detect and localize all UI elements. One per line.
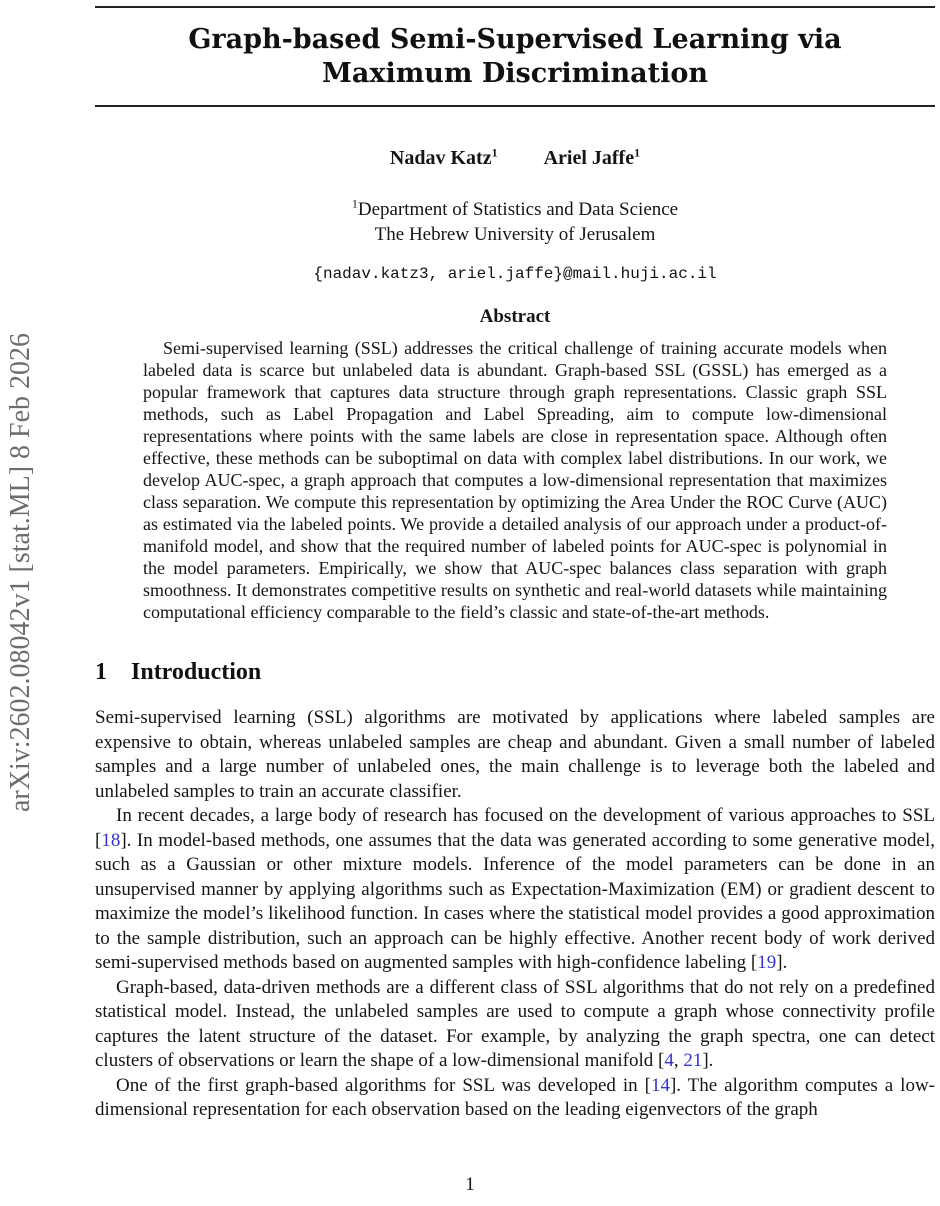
citation-link[interactable]: 14 [650, 1074, 670, 1096]
paragraph-text: Semi-supervised learning (SSL) algorithms are motivated by applications where labeled samples are expensive to obtain, whereas unlabeled samples are cheap and abundant. Given a small number of labeled samples and a large number of unlabeled ones, the main challenge is to leverage both the labeled and unlabeled samples to train an accurate classifier. [95, 707, 935, 802]
page-title: Graph-based Semi-Supervised Learning via Maximum Discrimination [188, 24, 842, 89]
affiliation-department [95, 197, 935, 222]
author-name-text: Nadav Katz [389, 147, 492, 169]
section-title: Introduction [131, 659, 262, 685]
title-rule-top [95, 6, 935, 8]
citation-link[interactable]: 19 [757, 952, 777, 973]
introduction-body [95, 706, 935, 1123]
paragraph-text: In recent decades, a large body of research has focused on the development of various approaches to SSL [ [95, 805, 935, 851]
paragraph-text: Graph-based, data-driven methods are a different class of SSL algorithms that do not rely on a predefined statistical model. Instead, the unlabeled samples are used to compute a graph whose connectivity profile captures the latent structure of the dataset. For example, by analyzing the graph spectra, one can detect clusters of observations or learn the shape of a low-dimensional manifold [ [95, 976, 935, 1071]
affiliation-mark: 1 [351, 196, 358, 211]
authors-row [95, 147, 935, 170]
section-number: 1 [95, 659, 107, 685]
abstract-heading: Abstract [479, 306, 551, 327]
abstract-text: Semi-supervised learning (SSL) addresses the critical challenge of training accurate models when labeled data is scarce but unlabeled data is abundant. Graph-based SSL (GSSL) has emerged as a popular framework that captures data structure through graph representations. Classic graph SSL methods, such as Label Propagation and Label Spreading, aim to compute low-dimensional representations where points with the same labels are close in representation space. Although often effective, these methods can be suboptimal on data with complex label distributions. In our work, we develop AUC-spec, a graph approach that computes a low-dimensional representation that maximizes class separation. We compute this representation by optimizing the Area Under the ROC Curve (AUC) as estimated via the labeled points. We provide a detailed analysis of our approach under a product-of-manifold model, and show that the required number of labeled points for AUC-spec is polynomial in the model parameters. Empirically, we show that AUC-spec balances class separation with graph smoothness. It demonstrates competitive results on synthetic and real-world datasets while maintaining computational efficiency comparable to the field’s classic and state-of-the-art methods. [143, 338, 887, 622]
title-rule-bottom [95, 105, 935, 107]
paragraph [95, 1074, 935, 1123]
author-affiliation-mark: 1 [491, 145, 498, 160]
citation-link[interactable]: 21 [683, 1050, 703, 1071]
paragraph-text: ]. [702, 1050, 714, 1071]
arxiv-watermark[interactable]: arXiv:2602.08042v1 [stat.ML] 8 Feb 2026 [5, 332, 36, 812]
author-affiliation-mark: 1 [634, 145, 641, 160]
author-name-text: Ariel Jaffe [543, 147, 635, 169]
paragraph [95, 804, 935, 976]
paragraph-text: ]. The algorithm computes a low-dimensional representation for each observation based on the leading eigenvectors of the graph [95, 1074, 935, 1120]
section-heading-introduction [95, 659, 935, 686]
paragraph [95, 976, 935, 1074]
affiliation-department-text: Department of Statistics and Data Science [357, 199, 679, 220]
author-name [390, 147, 498, 170]
paragraph-text: ]. [776, 952, 788, 973]
author-emails: {nadav.katz3, ariel.jaffe}@mail.huji.ac.il [313, 265, 717, 283]
page-number: 1 [465, 1174, 475, 1195]
paragraph [95, 706, 935, 804]
page-column [95, 6, 935, 1123]
citation-link[interactable]: 18 [101, 829, 121, 851]
affiliation-university: The Hebrew University of Jerusalem [374, 224, 656, 245]
citation-link[interactable]: 4 [664, 1050, 674, 1071]
paragraph-text: ]. In model-based methods, one assumes that the data was generated according to some generative model, such as a Gaussian or other mixture models. Inference of the model parameters can be done in an unsupervised manner by applying algorithms such as Expectation-Maximization (EM) or gradient descent to maximize the model’s likelihood function. In cases where the statistical model provides a good approximation to the sample distribution, such an approach can be highly effective. Another recent body of work derived semi-supervised methods based on augmented samples with high-confidence labeling [ [95, 829, 935, 973]
affiliation-block [95, 197, 935, 247]
paragraph-text: , [673, 1050, 684, 1071]
author-name [544, 147, 641, 170]
paragraph-text: One of the first graph-based algorithms for SSL was developed in [ [116, 1074, 651, 1096]
